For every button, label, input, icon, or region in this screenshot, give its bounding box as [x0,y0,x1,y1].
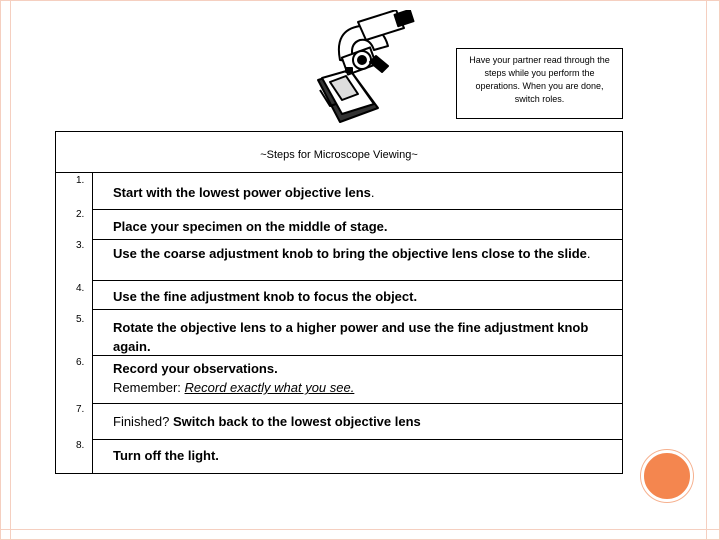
row-divider [92,309,622,310]
row-divider [92,403,622,404]
step-text: Use the coarse adjustment knob to bring the objective lens close to the slide. [113,246,591,261]
row-divider [92,239,622,240]
step-text: Start with the lowest power objective lens. [113,185,375,200]
step-text [113,359,613,397]
step-6-reminder: Remember: Record exactly what you see. [113,380,355,395]
step-text: Turn off the light. [113,448,219,463]
frame-line-left [10,0,11,540]
microscope-icon [300,10,420,126]
table-title: ~Steps for Microscope Viewing~ [56,132,622,173]
step-number: 8. [76,440,85,451]
step-text: Use the fine adjustment knob to focus the object. [113,289,418,304]
step-number: 7. [76,404,85,415]
row-divider [92,280,622,281]
column-divider [92,173,93,473]
row-divider [92,439,622,440]
step-number: 6. [76,357,85,368]
step-number: 4. [76,283,85,294]
orange-circle-decoration [641,450,693,502]
step-number: 2. [76,209,85,220]
step-text: Place your specimen on the middle of stage. [113,219,388,234]
step-number: 3. [76,240,85,251]
step-number: 5. [76,314,85,325]
frame-line-bottom [0,529,720,530]
step-text: Rotate the objective lens to a higher power and use the fine adjustment knob again. [113,320,589,354]
step-text: Finished? Switch back to the lowest objective lens [113,414,421,429]
step-6-main: Record your observations. [113,361,278,376]
partner-instructions-note: Have your partner read through the steps while you perform the operations. When you are done, switch roles. [456,48,623,119]
row-divider [92,209,622,210]
frame-line-right [706,0,707,540]
steps-table [55,131,623,474]
step-number: 1. [76,175,85,186]
